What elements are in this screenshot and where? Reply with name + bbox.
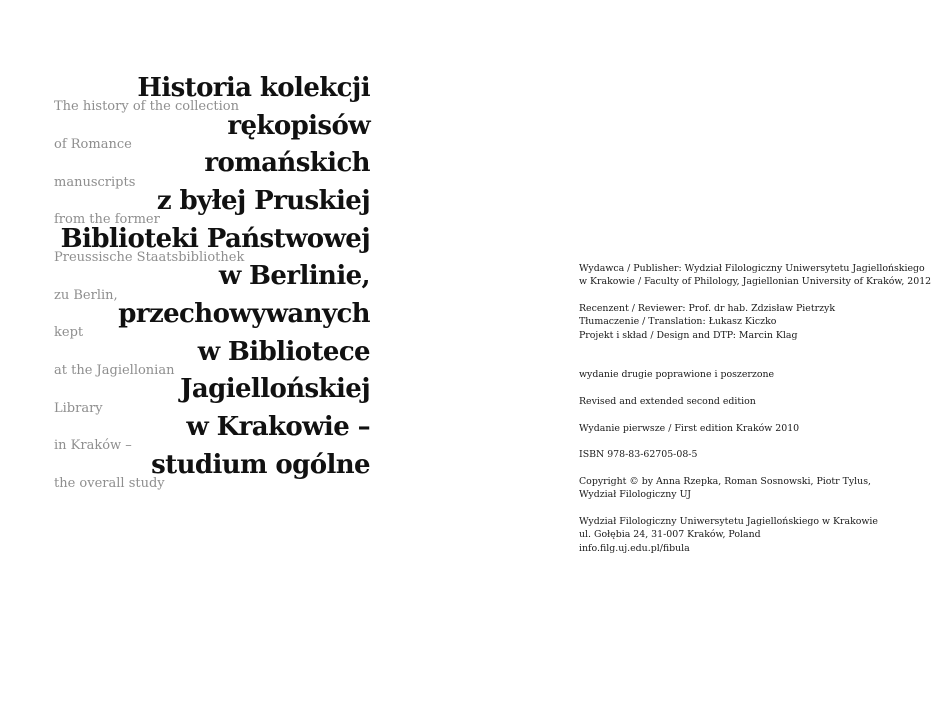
- polish-title-line: rękopisów: [227, 111, 370, 141]
- polish-title-line: przechowywanych: [118, 299, 370, 329]
- english-title-line: zu Berlin,: [54, 288, 118, 303]
- polish-title-line: w Krakowie –: [186, 412, 370, 442]
- address: [579, 515, 878, 555]
- english-title-line: Preussische Staatsbibliothek: [54, 250, 245, 265]
- isbn: ISBN 978-83-62705-08-5: [579, 449, 698, 460]
- english-title-line: Library: [54, 401, 103, 416]
- english-title-line: in Kraków –: [54, 438, 132, 453]
- publisher-line: w Krakowie / Faculty of Philology, Jagiellonian University of Kraków, 2012: [579, 276, 932, 288]
- polish-title-line: w Berlinie,: [218, 261, 370, 291]
- english-title-line: manuscripts: [54, 175, 136, 190]
- design-line: Projekt i skład / Design and DTP: Marcin Klag: [579, 329, 798, 341]
- english-title-line: the overall study: [54, 476, 165, 491]
- polish-title-line: studium ogólne: [151, 450, 370, 480]
- first-edition: Wydanie pierwsze / First edition Kraków 2010: [579, 423, 800, 434]
- english-title-line: of Romance: [54, 137, 132, 152]
- address-line: Wydział Filologiczny Uniwersytetu Jagiellońskiego w Krakowie: [579, 516, 878, 527]
- website-link[interactable]: info.filg.uj.edu.pl/fibula: [579, 542, 690, 554]
- publisher-line: Wydawca / Publisher: Wydział Filologiczny Uniwersytetu Jagiellońskiego: [579, 263, 925, 274]
- copyright: [579, 475, 871, 502]
- polish-title-line: z byłej Pruskiej: [156, 186, 370, 216]
- english-title-line: The history of the collection: [54, 99, 239, 114]
- edition-note-en: Revised and extended second edition: [579, 396, 756, 407]
- reviewer-line: Recenzent / Reviewer: Prof. dr hab. Zdzisław Pietrzyk: [579, 303, 835, 314]
- copyright-line: Wydział Filologiczny UJ: [579, 489, 691, 501]
- english-title-line: kept: [54, 325, 84, 340]
- copyright-line: Copyright © by Anna Rzepka, Roman Sosnowski, Piotr Tylus,: [579, 476, 871, 487]
- english-title-line: at the Jagiellonian: [54, 363, 175, 378]
- polish-title-line: Biblioteki Państwowej: [60, 224, 370, 254]
- english-title-line: from the former: [54, 212, 160, 227]
- edition-note-pl: wydanie drugie poprawione i poszerzone: [579, 369, 775, 380]
- polish-title-line: Jagiellońskiej: [180, 374, 370, 404]
- polish-title-line: w Bibliotece: [197, 337, 370, 367]
- translation-line: Tłumaczenie / Translation: Łukasz Kiczko: [579, 316, 777, 328]
- publisher-info: [579, 262, 931, 289]
- credits: [579, 302, 835, 342]
- polish-title-line: romańskich: [204, 148, 370, 178]
- polish-title-line: Historia kolekcji: [137, 73, 370, 103]
- address-line: ul. Gołębia 24, 31-007 Kraków, Poland: [579, 529, 761, 541]
